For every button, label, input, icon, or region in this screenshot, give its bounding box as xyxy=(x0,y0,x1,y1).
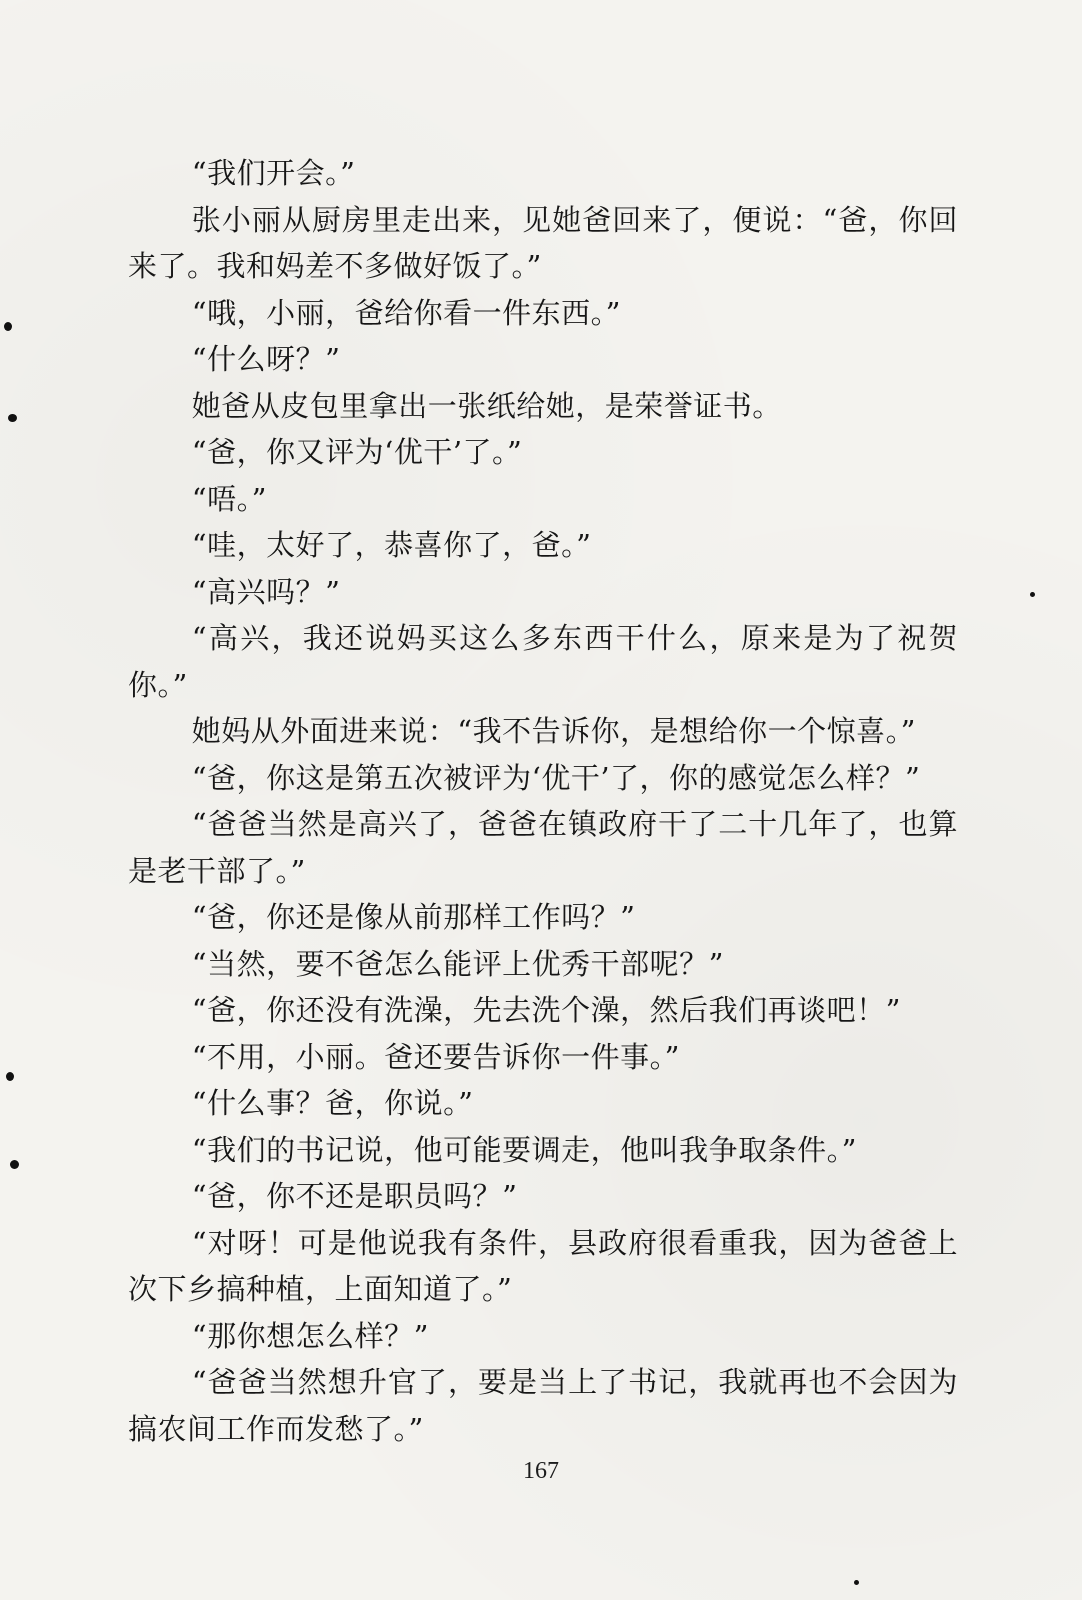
scan-speck xyxy=(854,1580,859,1585)
paragraph: “高兴，我还说妈买这么多东西干什么，原来是为了祝贺你。” xyxy=(128,621,958,702)
paragraph: “不用，小丽。爸还要告诉你一件事。” xyxy=(191,1039,680,1074)
paragraph: “爸，你又评为‘优干’了。” xyxy=(191,435,523,469)
paragraph: “那你想怎么样？” xyxy=(191,1318,429,1353)
paragraph: “高兴吗？” xyxy=(191,574,341,609)
paragraph: “唔。” xyxy=(191,481,267,516)
paragraph: “我们的书记说，他可能要调走，他叫我争取条件。” xyxy=(191,1132,857,1167)
paragraph: “什么事？爸，你说。” xyxy=(191,1086,474,1120)
paragraph: “爸，你还没有洗澡，先去洗个澡，然后我们再谈吧！” xyxy=(191,993,901,1027)
paragraph: 她爸从皮包里拿出一张纸给她，是荣誉证书。 xyxy=(191,388,782,423)
scan-speck xyxy=(4,322,12,331)
paragraph: “爸爸当然是高兴了，爸爸在镇政府干了二十几年了，也算是老干部了。” xyxy=(128,807,958,888)
scan-speck xyxy=(10,1160,19,1169)
paragraph: “当然，要不爸怎么能评上优秀干部呢？” xyxy=(191,946,724,981)
body-text xyxy=(128,150,958,1452)
paragraph: 张小丽从厨房里走出来，见她爸回来了，便说：“爸，你回来了。我和妈差不多做好饭了。” xyxy=(128,202,958,283)
paragraph: “爸，你这是第五次被评为‘优干’了，你的感觉怎么样？” xyxy=(191,760,921,795)
paragraph: “爸，你还是像从前那样工作吗？” xyxy=(191,900,636,934)
paragraph: “爸爸当然想升官了，要是当上了书记，我就再也不会因为搞农间工作而发愁了。” xyxy=(128,1365,958,1446)
scan-speck xyxy=(6,1072,14,1081)
paragraph: “什么呀？” xyxy=(191,342,341,376)
paragraph: 她妈从外面进来说：“我不告诉你，是想给你一个惊喜。” xyxy=(191,714,916,748)
paragraph: “爸，你不还是职员吗？” xyxy=(191,1179,518,1213)
scan-speck xyxy=(8,414,17,422)
page-number: 167 xyxy=(523,1458,559,1484)
paragraph: “对呀！可是他说我有条件，县政府很看重我，因为爸爸上次下乡搞种植，上面知道了。” xyxy=(128,1225,958,1306)
paragraph: “哇，太好了，恭喜你了，爸。” xyxy=(191,528,592,562)
paragraph: “我们开会。” xyxy=(191,156,356,190)
paragraph: “哦，小丽，爸给你看一件东西。” xyxy=(191,295,621,330)
scan-speck xyxy=(1030,592,1035,597)
